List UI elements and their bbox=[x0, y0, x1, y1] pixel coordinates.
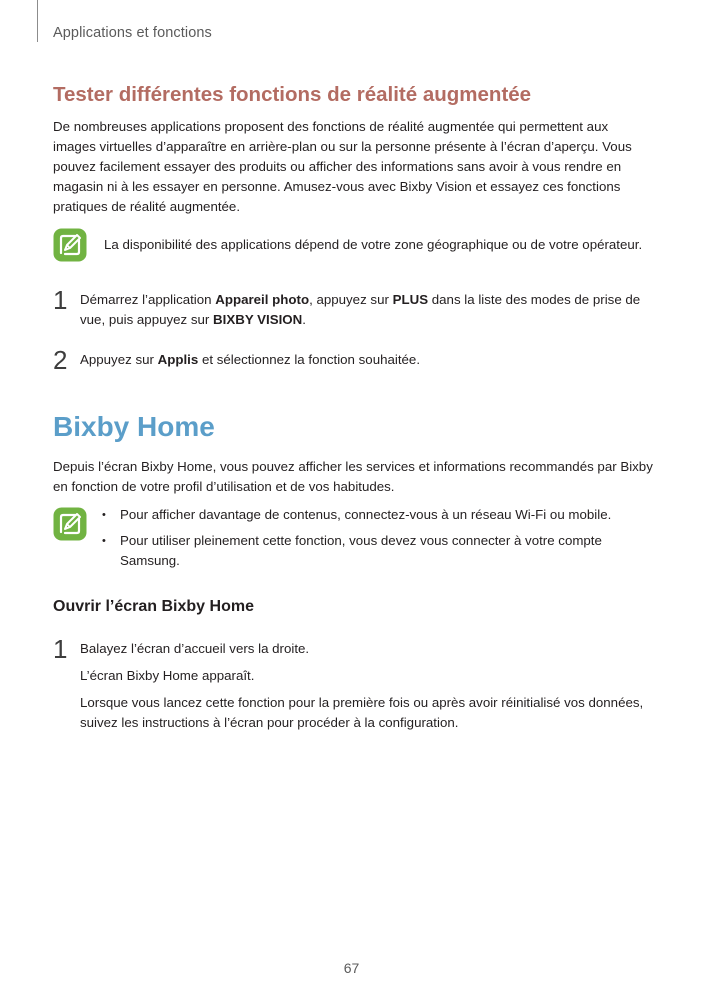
running-header: Applications et fonctions bbox=[53, 25, 212, 41]
bixby-note-list bbox=[100, 505, 655, 577]
section-title-bixby-home: Bixby Home bbox=[53, 411, 215, 442]
page-number: 67 bbox=[343, 960, 360, 976]
step-text-part: dans la liste des modes de prise de vue, puis appuyez sur bbox=[80, 292, 641, 327]
ar-note-text: La disponibilité des applications dépend de votre zone géographique ou de votre opérateur. bbox=[104, 237, 643, 252]
ui-label-applis: Applis bbox=[157, 352, 199, 367]
note-pencil-icon bbox=[53, 507, 87, 541]
list-item bbox=[100, 505, 655, 525]
ui-label-plus: PLUS bbox=[392, 292, 429, 307]
subsection-title-open-bixby-home: Ouvrir l’écran Bixby Home bbox=[53, 598, 254, 615]
step-number-1: 1 bbox=[53, 634, 68, 664]
bullet-icon: • bbox=[102, 509, 106, 521]
list-item bbox=[100, 531, 655, 571]
bixby-intro-paragraph: Depuis l’écran Bixby Home, vous pouvez afficher les services et informations recommandés par Bixby en fonction de votre profil d’utilisation et de vos habitudes. bbox=[53, 459, 653, 494]
section-title-ar: Tester différentes fonctions de réalité augmentée bbox=[53, 83, 532, 106]
bixby-step-1-text: Balayez l’écran d’accueil vers la droite. bbox=[80, 641, 310, 656]
bixby-step-1-result: L’écran Bixby Home apparaît. bbox=[80, 668, 255, 683]
step-text-part: et sélectionnez la fonction souhaitée. bbox=[198, 352, 421, 367]
bixby-note-2: Pour utiliser pleinement cette fonction, vous devez vous connecter à votre compte Samsung. bbox=[120, 533, 602, 568]
ui-label-bixby-vision: BIXBY VISION bbox=[213, 312, 303, 327]
note-pencil-icon bbox=[53, 228, 87, 262]
step-number-2: 2 bbox=[53, 345, 68, 375]
ar-step-1-text bbox=[80, 290, 650, 330]
step-text-part: Démarrez l’application bbox=[80, 292, 216, 307]
ui-label-camera-app: Appareil photo bbox=[215, 292, 310, 307]
header-divider bbox=[37, 0, 38, 42]
step-number-1: 1 bbox=[53, 285, 68, 315]
ar-step-2-text bbox=[80, 350, 650, 370]
step-text-part: Appuyez sur bbox=[80, 352, 158, 367]
bixby-step-1-extra: Lorsque vous lancez cette fonction pour la première fois ou après avoir réinitialisé vos données, suivez les instructions à l’écran pour procéder à la configuration. bbox=[80, 695, 644, 730]
bixby-note-1: Pour afficher davantage de contenus, connectez-vous à un réseau Wi-Fi ou mobile. bbox=[120, 507, 612, 522]
step-text-part: , appuyez sur bbox=[309, 292, 393, 307]
ar-intro-paragraph: De nombreuses applications proposent des fonctions de réalité augmentée qui permettent aux images virtuelles d’apparaître en arrière-plan ou sur la personne présente à l’écran d’aperçu. Vous pouvez facilement essayer des produits ou afficher des informations sans avoir à vous rendre en magasin ni à les essayer en personne. Amusez-vous avec Bixby Vision et essayez ces fonctions pratiques de réalité augmentée. bbox=[53, 119, 632, 214]
bullet-icon: • bbox=[102, 535, 106, 547]
step-text-part: . bbox=[302, 312, 306, 327]
